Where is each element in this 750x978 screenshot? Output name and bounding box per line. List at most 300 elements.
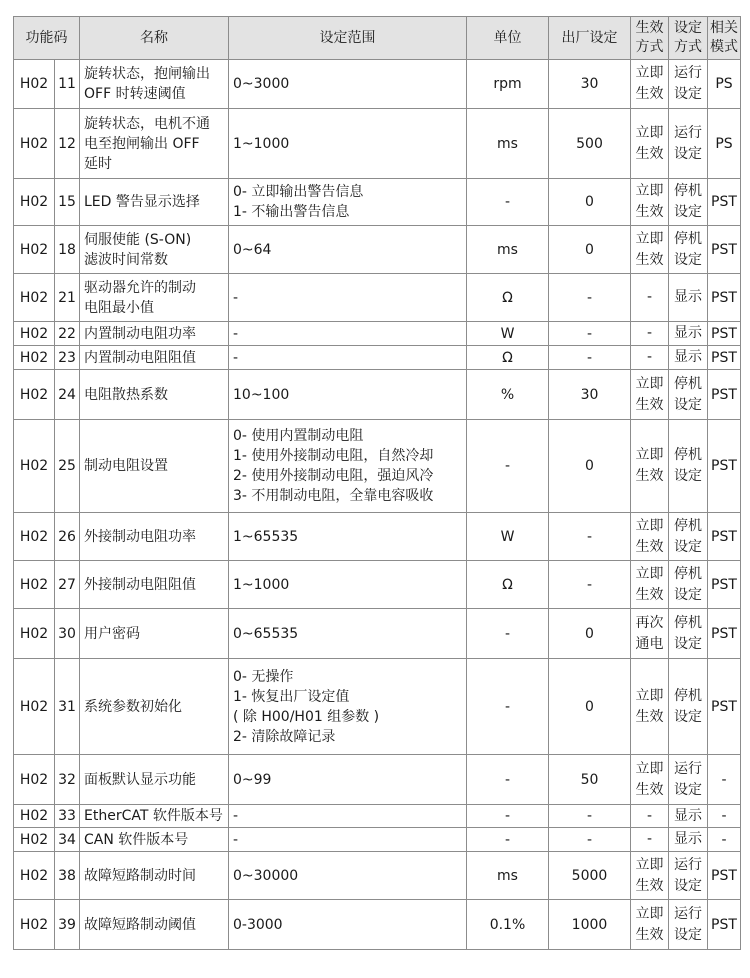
param-effect-line: 立即 bbox=[635, 687, 664, 704]
param-range-line: 0~64 bbox=[233, 241, 272, 258]
param-effect-line: 立即 bbox=[635, 856, 664, 873]
table-row bbox=[14, 755, 741, 805]
param-effect-line: 立即 bbox=[635, 124, 664, 141]
param-setting-line: 停机 bbox=[674, 183, 702, 199]
param-setting-line: 停机 bbox=[674, 687, 702, 704]
param-setting bbox=[669, 609, 708, 659]
param-effect bbox=[631, 561, 669, 609]
param-number: 25 bbox=[55, 420, 80, 513]
param-default: 0 bbox=[549, 226, 631, 274]
param-effect bbox=[631, 109, 669, 179]
header-range: 设定范围 bbox=[229, 17, 467, 60]
param-name bbox=[80, 60, 229, 109]
param-name-line: 内置制动电阻阻值 bbox=[84, 349, 196, 366]
param-effect bbox=[631, 659, 669, 755]
param-name-line: 系统参数初始化 bbox=[84, 698, 182, 715]
param-range-line: 1~1000 bbox=[233, 576, 290, 593]
param-name-line: 电至抱闸输出 OFF bbox=[84, 135, 200, 152]
param-setting-line: 设定 bbox=[674, 538, 702, 555]
param-default: 0 bbox=[549, 659, 631, 755]
param-name-line: 电阻散热系数 bbox=[84, 386, 168, 403]
param-number: 27 bbox=[55, 561, 80, 609]
param-unit: - bbox=[467, 659, 549, 755]
param-unit: W bbox=[467, 322, 549, 346]
group-code: H02 bbox=[14, 755, 55, 805]
param-effect bbox=[631, 828, 669, 852]
param-setting-line: 运行 bbox=[674, 760, 702, 777]
param-default: 0 bbox=[549, 420, 631, 513]
param-range bbox=[229, 179, 467, 226]
param-mode: PST bbox=[708, 609, 741, 659]
param-setting-line: 运行 bbox=[674, 905, 702, 922]
param-mode: PST bbox=[708, 346, 741, 370]
param-default: 30 bbox=[549, 370, 631, 420]
param-setting-line: 设定 bbox=[674, 468, 702, 484]
group-code: H02 bbox=[14, 852, 55, 900]
param-unit: ms bbox=[467, 226, 549, 274]
param-effect bbox=[631, 513, 669, 561]
header-setting bbox=[669, 17, 708, 60]
param-unit: - bbox=[467, 609, 549, 659]
param-mode: PST bbox=[708, 852, 741, 900]
param-range bbox=[229, 274, 467, 322]
param-effect-line: 生效 bbox=[635, 251, 664, 268]
param-effect bbox=[631, 179, 669, 226]
table-row bbox=[14, 805, 741, 828]
group-code: H02 bbox=[14, 109, 55, 179]
group-code: H02 bbox=[14, 513, 55, 561]
param-range-line: ( 除 H00/H01 组参数 ) bbox=[233, 708, 380, 725]
param-range bbox=[229, 805, 467, 828]
param-setting bbox=[669, 322, 708, 346]
param-setting-line: 显示 bbox=[674, 289, 702, 305]
param-range-line: 0-3000 bbox=[233, 916, 283, 933]
param-setting bbox=[669, 900, 708, 950]
param-setting bbox=[669, 755, 708, 805]
param-name bbox=[80, 852, 229, 900]
param-setting bbox=[669, 852, 708, 900]
param-setting-line: 停机 bbox=[674, 375, 702, 392]
param-setting-line: 显示 bbox=[674, 807, 702, 824]
param-setting bbox=[669, 109, 708, 179]
param-number: 34 bbox=[55, 828, 80, 852]
param-name-line: 故障短路制动阈值 bbox=[84, 916, 196, 933]
param-name bbox=[80, 322, 229, 346]
param-mode: PST bbox=[708, 179, 741, 226]
param-name bbox=[80, 109, 229, 179]
param-setting bbox=[669, 659, 708, 755]
table-row bbox=[14, 274, 741, 322]
param-setting-line: 设定 bbox=[674, 635, 702, 652]
param-effect-line: 生效 bbox=[635, 86, 664, 102]
param-number: 30 bbox=[55, 609, 80, 659]
param-range-line: - bbox=[233, 325, 239, 342]
param-name bbox=[80, 828, 229, 852]
param-range bbox=[229, 109, 467, 179]
param-name-line: 伺服使能 (S-ON) bbox=[84, 231, 192, 248]
param-setting bbox=[669, 274, 708, 322]
group-code: H02 bbox=[14, 420, 55, 513]
param-unit: Ω bbox=[467, 274, 549, 322]
param-range-line: - bbox=[233, 831, 239, 848]
param-name bbox=[80, 900, 229, 950]
param-range-line: 0~3000 bbox=[233, 76, 290, 92]
param-setting bbox=[669, 346, 708, 370]
group-code: H02 bbox=[14, 60, 55, 109]
param-setting-line: 设定 bbox=[674, 86, 702, 102]
param-name-line: 制动电阻设置 bbox=[84, 458, 168, 474]
header-mode bbox=[708, 17, 741, 60]
param-range bbox=[229, 226, 467, 274]
table-row bbox=[14, 852, 741, 900]
param-effect-line: 立即 bbox=[635, 447, 664, 463]
param-range-line: - bbox=[233, 289, 239, 306]
header-effect-line: 方式 bbox=[635, 39, 664, 55]
header-setting-line: 方式 bbox=[674, 39, 702, 55]
group-code: H02 bbox=[14, 609, 55, 659]
param-setting-line: 运行 bbox=[674, 65, 702, 81]
param-setting-line: 设定 bbox=[674, 204, 702, 220]
param-effect-line: 立即 bbox=[635, 183, 664, 199]
param-range bbox=[229, 755, 467, 805]
param-name-line: 内置制动电阻功率 bbox=[84, 325, 196, 342]
param-range bbox=[229, 513, 467, 561]
param-mode: - bbox=[708, 828, 741, 852]
param-number: 18 bbox=[55, 226, 80, 274]
param-setting bbox=[669, 60, 708, 109]
param-setting-line: 停机 bbox=[674, 614, 702, 631]
param-name bbox=[80, 346, 229, 370]
param-mode: PST bbox=[708, 370, 741, 420]
param-effect-line: 立即 bbox=[635, 760, 664, 777]
param-unit: Ω bbox=[467, 346, 549, 370]
header-row bbox=[14, 17, 741, 60]
param-setting-line: 运行 bbox=[674, 856, 702, 873]
param-range-line: 0~30000 bbox=[233, 867, 299, 884]
param-effect bbox=[631, 346, 669, 370]
param-unit: - bbox=[467, 828, 549, 852]
group-code: H02 bbox=[14, 659, 55, 755]
param-setting bbox=[669, 561, 708, 609]
param-unit: - bbox=[467, 755, 549, 805]
table-row bbox=[14, 420, 741, 513]
table-row bbox=[14, 609, 741, 659]
param-effect-line: 立即 bbox=[635, 230, 664, 247]
param-name bbox=[80, 226, 229, 274]
param-setting bbox=[669, 420, 708, 513]
param-effect-line: 生效 bbox=[635, 396, 664, 413]
param-number: 22 bbox=[55, 322, 80, 346]
param-mode: - bbox=[708, 805, 741, 828]
param-name bbox=[80, 274, 229, 322]
param-number: 39 bbox=[55, 900, 80, 950]
param-effect-line: 生效 bbox=[635, 781, 664, 798]
param-default: - bbox=[549, 346, 631, 370]
param-setting bbox=[669, 370, 708, 420]
param-number: 26 bbox=[55, 513, 80, 561]
param-name-line: 旋转状态，抱闸输出 bbox=[84, 66, 210, 82]
param-name bbox=[80, 179, 229, 226]
param-name bbox=[80, 805, 229, 828]
param-effect-line: 生效 bbox=[635, 926, 664, 943]
param-effect-line: 立即 bbox=[635, 375, 664, 392]
param-unit: 0.1% bbox=[467, 900, 549, 950]
param-setting bbox=[669, 226, 708, 274]
group-code: H02 bbox=[14, 346, 55, 370]
param-number: 11 bbox=[55, 60, 80, 109]
param-unit: Ω bbox=[467, 561, 549, 609]
param-number: 31 bbox=[55, 659, 80, 755]
param-effect-line: 生效 bbox=[635, 145, 664, 162]
param-range-line: 1~1000 bbox=[233, 135, 290, 152]
group-code: H02 bbox=[14, 226, 55, 274]
group-code: H02 bbox=[14, 179, 55, 226]
param-name bbox=[80, 561, 229, 609]
param-mode: - bbox=[708, 755, 741, 805]
param-mode: PST bbox=[708, 561, 741, 609]
param-range bbox=[229, 370, 467, 420]
param-default: 50 bbox=[549, 755, 631, 805]
param-effect-line: 生效 bbox=[635, 877, 664, 894]
param-effect-line: - bbox=[646, 807, 653, 824]
param-setting-line: 停机 bbox=[674, 565, 702, 582]
table-row bbox=[14, 828, 741, 852]
table-row bbox=[14, 513, 741, 561]
param-effect bbox=[631, 755, 669, 805]
param-setting-line: 设定 bbox=[674, 781, 702, 798]
param-setting-line: 设定 bbox=[674, 396, 702, 413]
param-number: 38 bbox=[55, 852, 80, 900]
group-code: H02 bbox=[14, 805, 55, 828]
param-effect bbox=[631, 852, 669, 900]
param-default: - bbox=[549, 561, 631, 609]
param-name-line: OFF 时转速阈值 bbox=[84, 86, 186, 102]
param-name bbox=[80, 513, 229, 561]
param-setting-line: 设定 bbox=[674, 586, 702, 603]
param-unit: W bbox=[467, 513, 549, 561]
param-effect bbox=[631, 900, 669, 950]
param-setting bbox=[669, 805, 708, 828]
param-effect-line: 立即 bbox=[635, 517, 664, 534]
header-name: 名称 bbox=[80, 17, 229, 60]
header-mode-line: 模式 bbox=[710, 39, 738, 55]
param-number: 24 bbox=[55, 370, 80, 420]
group-code: H02 bbox=[14, 900, 55, 950]
param-setting-line: 设定 bbox=[674, 708, 702, 725]
param-effect bbox=[631, 274, 669, 322]
param-default: 5000 bbox=[549, 852, 631, 900]
param-default: - bbox=[549, 513, 631, 561]
param-unit: - bbox=[467, 420, 549, 513]
header-effect bbox=[631, 17, 669, 60]
param-setting bbox=[669, 179, 708, 226]
param-default: 0 bbox=[549, 609, 631, 659]
table-row bbox=[14, 226, 741, 274]
param-effect-line: - bbox=[646, 325, 653, 341]
param-effect-line: 生效 bbox=[635, 708, 664, 725]
param-effect-line: 立即 bbox=[635, 565, 664, 582]
param-effect bbox=[631, 805, 669, 828]
param-range-line: - bbox=[233, 349, 239, 366]
param-name-line: 故障短路制动时间 bbox=[84, 867, 196, 884]
param-name bbox=[80, 370, 229, 420]
param-unit: ms bbox=[467, 109, 549, 179]
param-setting-line: 运行 bbox=[674, 124, 702, 141]
table-row bbox=[14, 900, 741, 950]
param-default: 30 bbox=[549, 60, 631, 109]
param-range-line: 3- 不用制动电阻，全靠电容吸收 bbox=[233, 488, 434, 504]
param-effect-line: 再次 bbox=[635, 614, 664, 631]
group-code: H02 bbox=[14, 370, 55, 420]
param-effect bbox=[631, 370, 669, 420]
param-name-line: CAN 软件版本号 bbox=[84, 831, 189, 848]
group-code: H02 bbox=[14, 561, 55, 609]
param-name-line: 用户密码 bbox=[84, 625, 140, 642]
param-number: 21 bbox=[55, 274, 80, 322]
param-name-line: 旋转状态，电机不通 bbox=[84, 115, 210, 132]
header-code: 功能码 bbox=[14, 17, 80, 60]
param-setting-line: 停机 bbox=[674, 517, 702, 534]
group-code: H02 bbox=[14, 322, 55, 346]
param-range-line: 2- 使用外接制动电阻，强迫风冷 bbox=[233, 468, 434, 484]
param-setting-line: 设定 bbox=[674, 145, 702, 162]
param-range-line: 1- 使用外接制动电阻，自然冷却 bbox=[233, 448, 434, 464]
param-default: - bbox=[549, 828, 631, 852]
param-effect-line: 生效 bbox=[635, 468, 664, 484]
param-name-line: LED 警告显示选择 bbox=[84, 194, 200, 210]
param-range bbox=[229, 609, 467, 659]
param-name-line: 外接制动电阻功率 bbox=[84, 528, 196, 545]
table-row bbox=[14, 659, 741, 755]
param-unit: ms bbox=[467, 852, 549, 900]
param-effect-line: 生效 bbox=[635, 204, 664, 220]
param-range bbox=[229, 828, 467, 852]
param-default: 1000 bbox=[549, 900, 631, 950]
group-code: H02 bbox=[14, 274, 55, 322]
param-name bbox=[80, 659, 229, 755]
param-effect-line: 立即 bbox=[635, 65, 664, 81]
param-number: 12 bbox=[55, 109, 80, 179]
table-row bbox=[14, 370, 741, 420]
param-unit: rpm bbox=[467, 60, 549, 109]
param-effect-line: 生效 bbox=[635, 538, 664, 555]
param-setting-line: 设定 bbox=[674, 926, 702, 943]
param-mode: PST bbox=[708, 900, 741, 950]
param-effect bbox=[631, 226, 669, 274]
param-range-line: - bbox=[233, 808, 239, 824]
param-mode: PS bbox=[708, 109, 741, 179]
param-setting-line: 显示 bbox=[674, 349, 702, 365]
param-effect bbox=[631, 420, 669, 513]
param-range bbox=[229, 420, 467, 513]
param-range bbox=[229, 852, 467, 900]
table-row bbox=[14, 60, 741, 109]
param-name bbox=[80, 609, 229, 659]
param-range bbox=[229, 322, 467, 346]
param-range-line: 0- 使用内置制动电阻 bbox=[233, 428, 364, 444]
param-name-line: EtherCAT 软件版本号 bbox=[84, 808, 223, 824]
param-setting-line: 设定 bbox=[674, 251, 702, 268]
param-mode: PS bbox=[708, 60, 741, 109]
header-setting-line: 设定 bbox=[674, 20, 702, 36]
table-body bbox=[14, 60, 741, 950]
header-effect-line: 生效 bbox=[635, 20, 664, 36]
param-name-line: 外接制动电阻阻值 bbox=[84, 576, 196, 593]
parameter-table bbox=[13, 16, 741, 950]
param-name-line: 电阻最小值 bbox=[84, 299, 154, 316]
param-unit: % bbox=[467, 370, 549, 420]
param-number: 32 bbox=[55, 755, 80, 805]
param-range-line: 1- 恢复出厂设定值 bbox=[233, 688, 350, 705]
param-range bbox=[229, 561, 467, 609]
param-unit: - bbox=[467, 805, 549, 828]
param-mode: PST bbox=[708, 420, 741, 513]
param-name-line: 滤波时间常数 bbox=[84, 251, 168, 268]
param-setting-line: 停机 bbox=[674, 230, 702, 247]
param-effect-line: - bbox=[646, 349, 653, 365]
param-name bbox=[80, 755, 229, 805]
param-effect-line: 立即 bbox=[635, 905, 664, 922]
param-effect-line: - bbox=[646, 831, 653, 847]
header-mode-line: 相关 bbox=[710, 20, 738, 36]
param-range-line: 0~99 bbox=[233, 771, 272, 788]
param-range bbox=[229, 60, 467, 109]
header-default: 出厂设定 bbox=[549, 17, 631, 60]
param-default: - bbox=[549, 274, 631, 322]
table-row bbox=[14, 346, 741, 370]
param-range-line: 1~65535 bbox=[233, 528, 299, 545]
group-code: H02 bbox=[14, 828, 55, 852]
param-number: 33 bbox=[55, 805, 80, 828]
param-effect bbox=[631, 322, 669, 346]
param-number: 15 bbox=[55, 179, 80, 226]
param-range bbox=[229, 900, 467, 950]
param-default: - bbox=[549, 805, 631, 828]
param-number: 23 bbox=[55, 346, 80, 370]
table-row bbox=[14, 179, 741, 226]
param-setting-line: 显示 bbox=[674, 325, 702, 341]
param-effect-line: 通电 bbox=[635, 635, 664, 652]
param-setting bbox=[669, 828, 708, 852]
table-row bbox=[14, 561, 741, 609]
param-setting-line: 设定 bbox=[674, 877, 702, 894]
param-range bbox=[229, 659, 467, 755]
param-range-line: 0- 无操作 bbox=[233, 668, 294, 685]
param-range-line: 0~65535 bbox=[233, 625, 299, 642]
param-range-line: 1- 不输出警告信息 bbox=[233, 204, 350, 220]
param-name-line: 延时 bbox=[84, 155, 112, 172]
param-setting bbox=[669, 513, 708, 561]
param-range-line: 10~100 bbox=[233, 386, 290, 403]
param-name bbox=[80, 420, 229, 513]
table-row bbox=[14, 109, 741, 179]
param-default: - bbox=[549, 322, 631, 346]
param-mode: PST bbox=[708, 659, 741, 755]
param-name-line: 面板默认显示功能 bbox=[84, 771, 196, 788]
param-default: 500 bbox=[549, 109, 631, 179]
param-mode: PST bbox=[708, 513, 741, 561]
param-mode: PST bbox=[708, 274, 741, 322]
param-mode: PST bbox=[708, 226, 741, 274]
param-effect-line: - bbox=[646, 289, 653, 305]
param-unit: - bbox=[467, 179, 549, 226]
param-mode: PST bbox=[708, 322, 741, 346]
param-range-line: 0- 立即输出警告信息 bbox=[233, 184, 364, 200]
param-range-line: 2- 清除故障记录 bbox=[233, 728, 336, 745]
param-setting-line: 停机 bbox=[674, 447, 702, 463]
param-effect bbox=[631, 60, 669, 109]
param-effect bbox=[631, 609, 669, 659]
